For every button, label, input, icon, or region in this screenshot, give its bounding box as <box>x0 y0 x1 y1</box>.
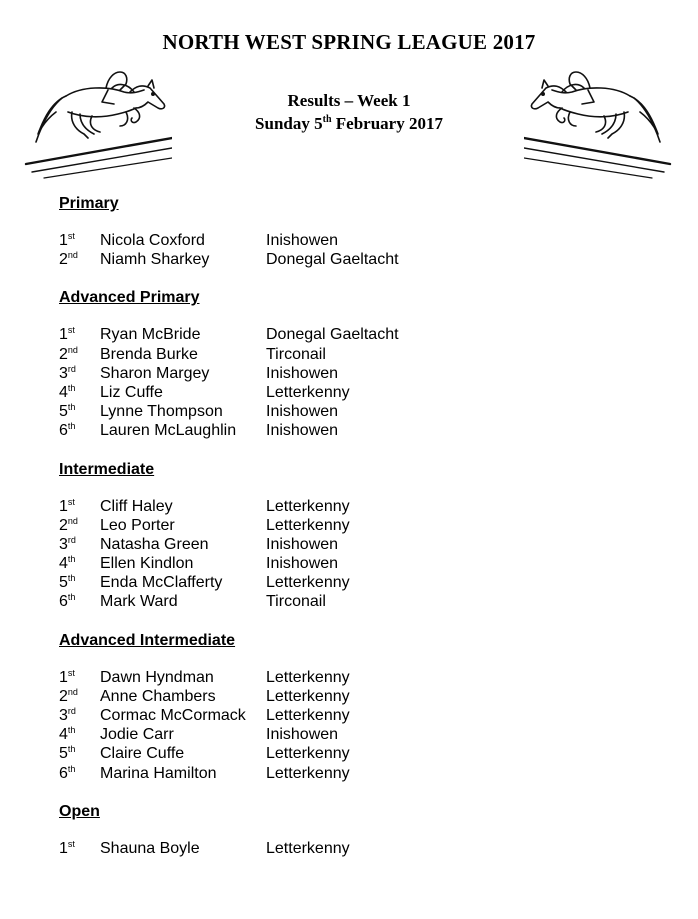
placing-ordinal: th <box>67 421 76 432</box>
club-name: Letterkenny <box>266 497 350 515</box>
placing-ordinal: nd <box>67 344 78 355</box>
placing <box>59 592 99 611</box>
rider-name: Mark Ward <box>100 593 178 611</box>
club-name: Letterkenny <box>266 516 350 534</box>
rider-name: Liz Cuffe <box>100 383 163 401</box>
placing-ordinal: th <box>67 573 76 584</box>
results-section <box>59 287 659 440</box>
rider-name: Claire Cuffe <box>100 745 185 763</box>
placing <box>59 725 99 744</box>
placing <box>59 364 99 383</box>
placing <box>59 535 99 554</box>
rider-name: Brenda Burke <box>100 345 198 363</box>
placing-number: 2 <box>59 345 68 363</box>
rider-name: Natasha Green <box>100 535 209 553</box>
result-row <box>59 839 659 858</box>
placing-ordinal: nd <box>67 515 78 526</box>
rider-name: Lynne Thompson <box>100 403 223 421</box>
placing <box>59 250 99 269</box>
club-name: Letterkenny <box>266 383 350 401</box>
rider-name: Dawn Hyndman <box>100 668 214 686</box>
results-list <box>59 193 659 876</box>
event-date-rest: February 2017 <box>331 114 443 133</box>
placing-number: 5 <box>59 745 68 763</box>
result-row <box>59 706 659 725</box>
club-name: Inishowen <box>266 535 339 553</box>
club-name: Inishowen <box>266 403 339 421</box>
placing-number: 5 <box>59 574 68 592</box>
placing <box>59 573 99 592</box>
rider-name: Lauren McLaughlin <box>100 422 237 440</box>
placing <box>59 231 99 250</box>
placing-number: 4 <box>59 383 68 401</box>
placing-number: 6 <box>59 593 68 611</box>
placing-ordinal: st <box>67 667 75 678</box>
rider-name: Cormac McCormack <box>100 707 246 724</box>
placing-ordinal: st <box>67 325 75 336</box>
result-row <box>59 325 659 344</box>
result-row <box>59 554 659 573</box>
rider-name: Nicola Coxford <box>100 232 205 249</box>
placing-number: 5 <box>59 403 68 421</box>
placing <box>59 764 99 783</box>
rider-name: Shauna Boyle <box>100 839 200 857</box>
club-name: Letterkenny <box>266 745 350 763</box>
result-row <box>59 402 659 421</box>
placing-ordinal: th <box>67 763 76 774</box>
rider-name: Ryan McBride <box>100 326 201 344</box>
page-title: NORTH WEST SPRING LEAGUE 2017 <box>162 30 536 54</box>
placing <box>59 421 99 440</box>
placing-ordinal: nd <box>67 250 78 261</box>
club-name: Letterkenny <box>266 839 350 857</box>
section-title: Intermediate <box>59 460 155 478</box>
result-row <box>59 231 659 250</box>
club-name: Letterkenny <box>266 668 350 686</box>
section-title: Advanced Primary <box>59 289 200 307</box>
result-row <box>59 364 659 383</box>
event-date-prefix: Sunday 5 <box>255 114 323 133</box>
club-name: Inishowen <box>266 726 339 744</box>
placing-number: 1 <box>59 497 68 515</box>
club-name: Tirconail <box>266 593 326 611</box>
placing-ordinal: rd <box>67 706 76 716</box>
show-jumping-horse-icon <box>524 68 674 180</box>
placing-number: 6 <box>59 422 68 440</box>
rider-name: Anne Chambers <box>100 687 216 705</box>
result-row <box>59 592 659 611</box>
placing-ordinal: th <box>67 382 76 393</box>
club-name: Letterkenny <box>266 707 350 724</box>
placing <box>59 687 99 706</box>
rider-name: Jodie Carr <box>100 726 174 744</box>
placing-number: 3 <box>59 364 68 382</box>
placing-number: 2 <box>59 687 68 705</box>
placing-ordinal: th <box>67 554 76 565</box>
results-week-heading: Results – Week 1 <box>287 91 411 110</box>
club-name: Inishowen <box>266 364 339 382</box>
result-row <box>59 250 659 269</box>
placing-number: 4 <box>59 726 68 744</box>
placing-number: 6 <box>59 764 68 782</box>
placing <box>59 554 99 573</box>
placing-number: 1 <box>59 326 68 344</box>
placing-ordinal: rd <box>67 363 76 374</box>
result-row <box>59 687 659 706</box>
club-name: Letterkenny <box>266 574 350 592</box>
rider-name: Enda McClafferty <box>100 574 223 592</box>
rider-name: Cliff Haley <box>100 497 173 515</box>
section-title: Advanced Intermediate <box>59 631 236 649</box>
result-row <box>59 421 659 440</box>
placing-number: 1 <box>59 839 68 857</box>
placing-ordinal: nd <box>67 686 78 697</box>
rider-name: Leo Porter <box>100 516 175 534</box>
placing <box>59 402 99 421</box>
rider-name: Sharon Margey <box>100 364 210 382</box>
result-row <box>59 764 659 783</box>
placing-number: 2 <box>59 516 68 534</box>
event-date-ordinal: th <box>322 114 332 125</box>
placing <box>59 345 99 364</box>
result-row <box>59 725 659 744</box>
results-section <box>59 193 659 269</box>
club-name: Inishowen <box>266 555 339 573</box>
placing <box>59 497 99 516</box>
club-name: Inishowen <box>266 232 339 249</box>
rider-name: Niamh Sharkey <box>100 251 210 269</box>
results-section <box>59 630 659 783</box>
result-row <box>59 668 659 687</box>
result-row <box>59 573 659 592</box>
club-name: Tirconail <box>266 345 326 363</box>
placing-ordinal: th <box>67 744 76 755</box>
results-section <box>59 459 659 612</box>
club-name: Donegal Gaeltacht <box>266 251 399 269</box>
placing <box>59 744 99 763</box>
placing-ordinal: th <box>67 725 76 736</box>
club-name: Letterkenny <box>266 764 350 782</box>
club-name: Inishowen <box>266 422 339 440</box>
placing-number: 1 <box>59 232 68 249</box>
rider-name: Marina Hamilton <box>100 764 217 782</box>
result-row <box>59 535 659 554</box>
placing-number: 3 <box>59 707 68 724</box>
placing <box>59 839 99 858</box>
placing-number: 3 <box>59 535 68 553</box>
placing-ordinal: st <box>67 231 75 241</box>
placing <box>59 668 99 687</box>
placing-ordinal: th <box>67 592 76 603</box>
club-name: Letterkenny <box>266 687 350 705</box>
placing-ordinal: st <box>67 838 75 849</box>
section-title: Open <box>59 802 100 820</box>
result-row <box>59 345 659 364</box>
placing-number: 1 <box>59 668 68 686</box>
placing-number: 2 <box>59 251 68 269</box>
result-row <box>59 497 659 516</box>
rider-name: Ellen Kindlon <box>100 555 194 573</box>
results-section <box>59 801 659 858</box>
result-row <box>59 516 659 535</box>
result-row <box>59 744 659 763</box>
placing <box>59 325 99 344</box>
placing <box>59 383 99 402</box>
placing <box>59 516 99 535</box>
placing-ordinal: rd <box>67 534 76 545</box>
placing-number: 4 <box>59 555 68 573</box>
placing <box>59 706 99 725</box>
club-name: Donegal Gaeltacht <box>266 326 399 344</box>
placing-ordinal: th <box>67 402 76 413</box>
section-title: Primary <box>59 195 119 212</box>
placing-ordinal: st <box>67 496 75 507</box>
show-jumping-horse-icon <box>22 68 172 180</box>
result-row <box>59 383 659 402</box>
